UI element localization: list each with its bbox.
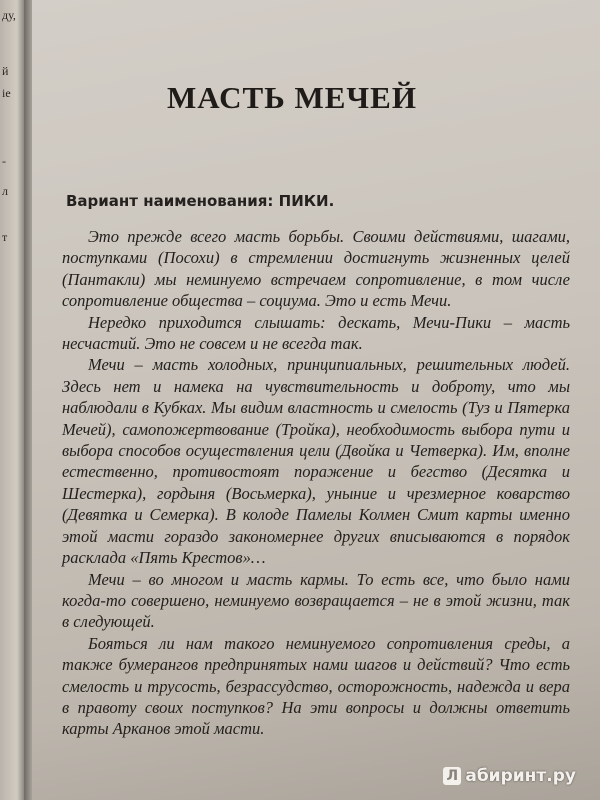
paragraph: Мечи – масть холодных, принципиальных, решительных людей. Здесь нет и намека на чувствительность и доброту, что мы наблюдали в Кубках. Мы видим властность и смелость (Туз и Пятерка Мечей), самопожертвование (Тройка), необходимость выбора пути и выбора способов осуществления цели (Двойка и Четверка). Им, вполне естественно, противостоят поражение и бегство (Десятка и Шестерка), гордыня (Восьмерка), уныние и чрезмерное коварство (Девятка и Семерка). В колоде Памелы Колмен Смит карты именно этой масти гораздо закономернее других вписываются в порядок расклада «Пять Крестов»… [62, 355, 570, 568]
previous-page-fragment: л [2, 184, 8, 198]
paragraph: Мечи – во многом и масть кармы. То есть все, что было нами когда-то совершено, неминуемо возвращается – не в этой жизни, так в следующей. [62, 569, 570, 632]
previous-page-fragment: й [2, 64, 9, 78]
book-gutter [24, 0, 32, 800]
book-page [32, 0, 600, 800]
watermark-text: абиринт.ру [465, 766, 576, 786]
previous-page-fragment: ie [2, 86, 11, 100]
page-subtitle: Вариант наименования: ПИКИ. [66, 192, 335, 210]
paragraph: Это прежде всего масть борьбы. Своими действиями, шагами, поступками (Посохи) в стремлении достигнуть жизненных целей (Пантакли) мы неминуемо встречаем сопротивление, в том числе сопротивление общества – социума. Это и есть Мечи. [62, 227, 570, 311]
paragraph: Нередко приходится слышать: дескать, Мечи-Пики – масть несчастий. Это не совсем и не всегда так. [62, 312, 570, 354]
paragraph: Бояться ли нам такого неминуемого сопротивления среды, а также бумерангов предпринятых нами шагов и действий? Что есть смелость и трусость, безрассудство, осторожность, надежда и вера в правоту своих поступков? На эти вопросы и должны ответить карты Арканов этой масти. [62, 633, 570, 739]
previous-page-fragment: ду, [2, 8, 16, 22]
watermark-logo [443, 766, 576, 786]
body-text [62, 226, 570, 740]
previous-page-fragment: т [2, 230, 8, 244]
watermark-mark-icon: Л [443, 767, 461, 785]
page-title: МАСТЬ МЕЧЕЙ [167, 80, 417, 115]
previous-page-fragment: - [2, 154, 6, 168]
previous-page-edge [0, 0, 24, 800]
